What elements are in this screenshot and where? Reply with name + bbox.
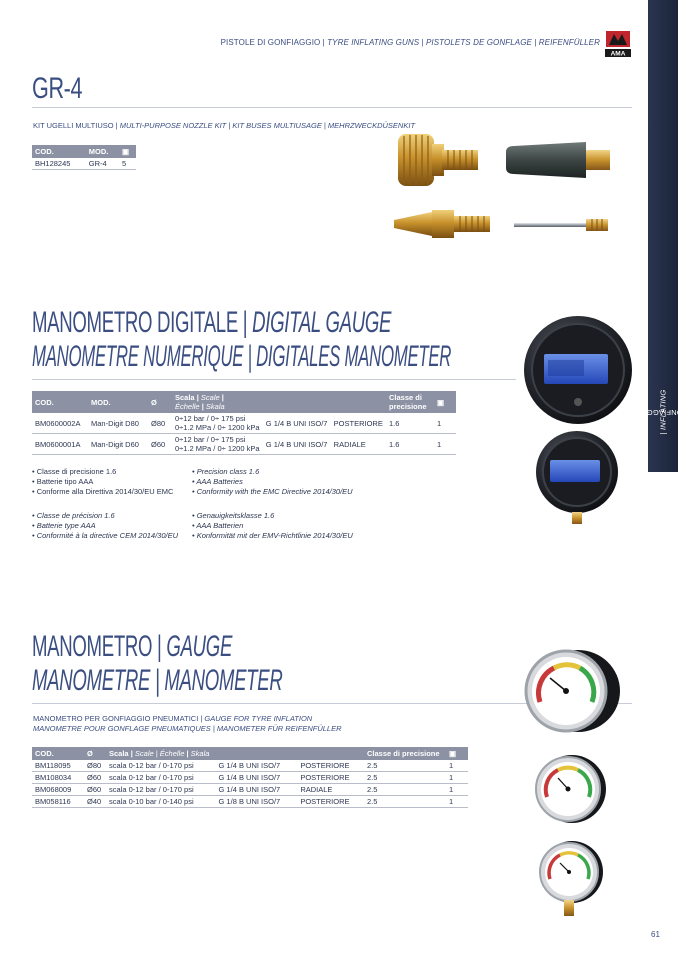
table-row: BM0600002A Man-Digit D80 Ø80 0÷12 bar / 0÷ 175 psi 0÷1.2 MPa / 0÷ 1200 kPa G 1/4 B UNI ISO/7 POSTERIORE 1.6 1 bbox=[32, 413, 456, 434]
box-icon: ▣ bbox=[449, 749, 457, 758]
gauge-title-line2: MANOMETRE | MANOMETER bbox=[32, 664, 283, 697]
side-tab-label: GONFIAGGIO | INFLATING bbox=[637, 389, 688, 435]
nozzle-rubber-cone-image bbox=[502, 138, 614, 182]
col-cod: COD. bbox=[32, 145, 86, 158]
table-header: COD. Ø Scala | Scale | Échelle | Skala Classe di precisione ▣ bbox=[32, 747, 468, 760]
analog-gauge-d60-radial-image bbox=[532, 752, 608, 828]
box-icon: ▣ bbox=[437, 397, 445, 407]
nozzle-brass-cone-image bbox=[392, 204, 494, 244]
nozzle-brass-chuck-image bbox=[392, 130, 484, 190]
digital-notes-it: • Classe di precisione 1.6 • Batterie tipo AAA • Conforme alla Direttiva 2014/30/EU EMC bbox=[32, 467, 174, 496]
gauge-title-line1: MANOMETRO | GAUGE bbox=[32, 630, 233, 663]
gr4-subtitle: KIT UGELLI MULTIUSO | MULTI-PURPOSE NOZZLE KIT | KIT BUSES MULTIUSAGE | MEHRZWECKDÜSENKIT bbox=[33, 121, 416, 130]
table-row: BM108034 Ø60 scala 0-12 bar / 0-170 psi G 1/4 B UNI ISO/7 POSTERIORE 2.5 1 bbox=[32, 772, 468, 784]
gauge-table bbox=[32, 747, 468, 808]
table-header: COD. MOD. Ø Scala | Scale | Échelle | Skala Classe di precisione ▣ bbox=[32, 391, 456, 413]
table-row: BM068009 Ø60 scala 0-12 bar / 0-170 psi G 1/4 B UNI ISO/7 RADIALE 2.5 1 bbox=[32, 784, 468, 796]
table-row: BH128245 GR-4 5 bbox=[32, 158, 136, 170]
gr4-rule bbox=[32, 107, 632, 108]
side-tab bbox=[637, 0, 688, 472]
nozzle-needle-image bbox=[512, 216, 612, 234]
header-categories: PISTOLE DI GONFIAGGIO | TYRE INFLATING GUNS | PISTOLETS DE GONFLAGE | REIFENFÜLLER bbox=[220, 38, 600, 47]
col-mod: MOD. bbox=[86, 145, 119, 158]
gauge-subtitle: MANOMETRO PER GONFIAGGIO PNEUMATICI | GAUGE FOR TYRE INFLATION MANOMETRE POUR GONFLAGE PNEUMATIQUES | MANOMETER FÜR REIFENFÜLLER bbox=[33, 714, 342, 733]
digital-gauge-d80-image bbox=[522, 314, 634, 426]
gr4-title: GR-4 bbox=[32, 72, 83, 105]
col-qty bbox=[119, 145, 136, 158]
digital-title-line2: MANOMETRE NUMERIQUE | DIGITALES MANOMETER bbox=[32, 340, 452, 373]
page-number: 61 bbox=[651, 930, 660, 939]
digital-title-line1: MANOMETRO DIGITALE | DIGITAL GAUGE bbox=[32, 306, 392, 339]
table-row: BM118095 Ø80 scala 0-12 bar / 0-170 psi G 1/4 B UNI ISO/7 POSTERIORE 2.5 1 bbox=[32, 760, 468, 772]
table-row: BM058116 Ø40 scala 0-10 bar / 0-140 psi G 1/8 B UNI ISO/7 POSTERIORE 2.5 1 bbox=[32, 796, 468, 808]
gr4-table bbox=[32, 145, 136, 170]
digital-rule bbox=[32, 379, 516, 380]
brand-logo bbox=[603, 30, 633, 60]
box-icon: ▣ bbox=[121, 147, 130, 156]
table-row: BM0600001A Man-Digit D60 Ø60 0÷12 bar / 0÷ 175 psi 0÷1.2 MPa / 0÷ 1200 kPa G 1/4 B UNI ISO/7 RADIALE 1.6 1 bbox=[32, 434, 456, 455]
analog-gauge-d80-image bbox=[520, 648, 622, 734]
digital-notes-de: • Genauigkeitsklasse 1.6 • AAA Batterien • Konformität mit der EMV-Richtlinie 2014/30/EU bbox=[192, 511, 353, 540]
digital-notes-en: • Precision class 1.6 • AAA Batteries • Conformity with the EMC Directive 2014/30/EU bbox=[192, 467, 353, 496]
logo-text: AMA bbox=[610, 50, 626, 58]
digital-notes-fr: • Classe de précision 1.6 • Batterie type AAA • Conformité à la directive CEM 2014/30/EU bbox=[32, 511, 179, 540]
digital-table bbox=[32, 391, 456, 455]
analog-gauge-d60-image bbox=[536, 840, 606, 920]
digital-gauge-d60-image bbox=[534, 430, 620, 528]
table-header bbox=[32, 145, 136, 158]
